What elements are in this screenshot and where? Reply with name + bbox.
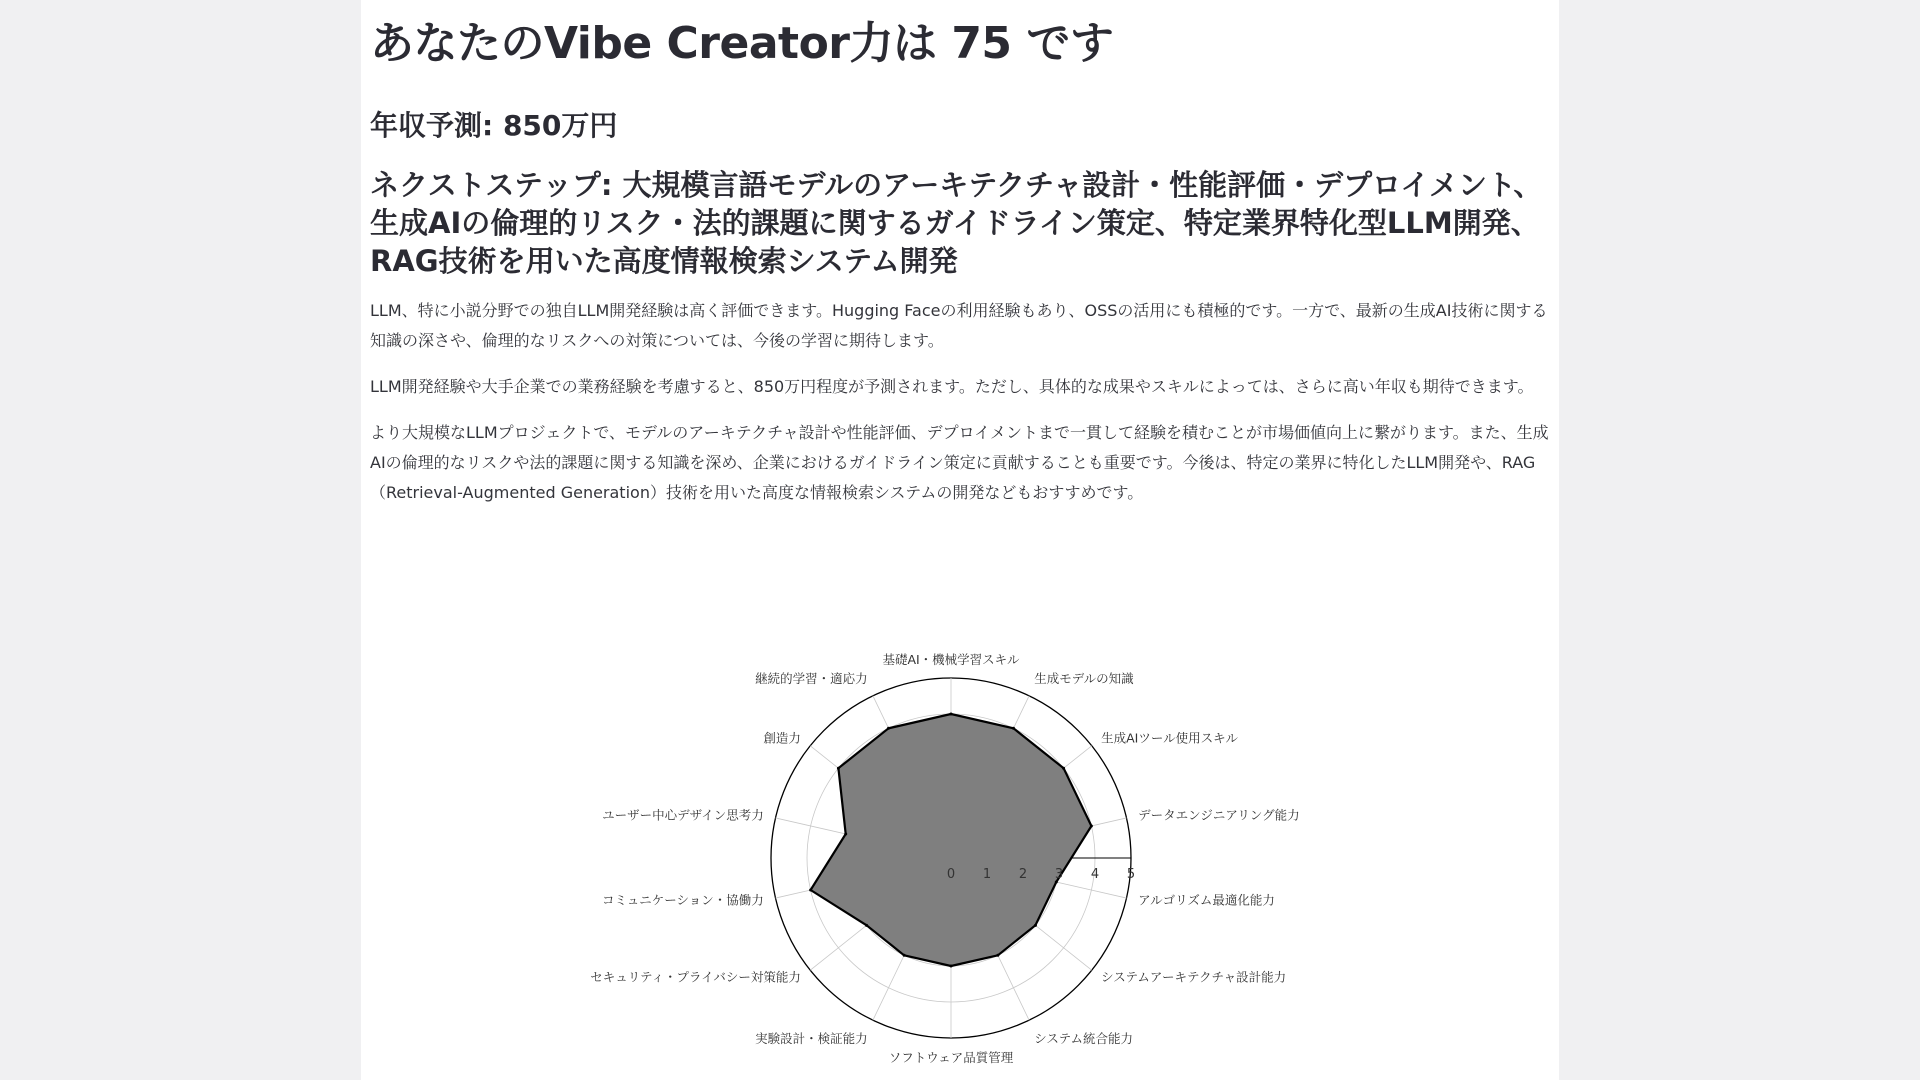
radar-chart-svg xyxy=(501,636,1401,1080)
radar-data-point xyxy=(837,767,840,770)
advice-paragraph: より大規模なLLMプロジェクトで、モデルのアーキテクチャ設計や性能評価、デプロイメントまで一貫して経験を積むことが市場価値向上に繋がります。また、生成AIの倫理的なリスクや法的課題に関する知識を深め、企業におけるガイドライン策定に貢献することも重要です。今後は、特定の業界に特化したLLM開発や、RAG（Retrieval-Augmented Generation）技術を用いた高度な情報検索システムの開発などもおすすめです。 xyxy=(370,423,1549,502)
radar-category-label: アルゴリズム最適化能力 xyxy=(1138,892,1275,908)
radar-chart xyxy=(501,636,1401,1080)
radar-category-label: 継続的学習・適応力 xyxy=(755,671,868,687)
radar-category-label: データエンジニアリング能力 xyxy=(1138,807,1300,823)
radar-tick-label: 0 xyxy=(946,867,956,882)
radar-category-label: 創造力 xyxy=(763,730,801,746)
radar-category-label: 生成モデルの知識 xyxy=(1034,671,1134,687)
radar-tick-label: 4 xyxy=(1090,867,1100,882)
score-title: あなたのVibe Creator力は 75 です xyxy=(370,18,1114,69)
radar-data-point xyxy=(1062,767,1065,770)
radar-data-point xyxy=(809,889,812,892)
radar-tick-label: 5 xyxy=(1126,867,1136,882)
next-step-heading: ネクストステップ: 大規模言語モデルのアーキテクチャ設計・性能評価・デプロイメント、生成AIの倫理的リスク・法的課題に関するガイドライン策定、特定業界特化型LLM開発、RAG技術を用いた高度情報検索システム開発 xyxy=(370,168,1543,278)
radar-category-label: システムアーキテクチャ設計能力 xyxy=(1101,969,1287,985)
radar-data-point xyxy=(903,954,906,957)
radar-category-label: ユーザー中心デザイン思考力 xyxy=(602,807,764,823)
radar-category-label: 生成AIツール使用スキル xyxy=(1101,730,1238,746)
evaluation-paragraph: LLM、特に小説分野での独自LLM開発経験は高く評価できます。Hugging Faceの利用経験もあり、OSSの活用にも積極的です。一方で、最新の生成AI技術に関する知識の深さや、倫理的なリスクへの対策については、今後の学習に期待します。 xyxy=(370,301,1548,350)
radar-data-point xyxy=(1012,727,1015,730)
salary-heading: 年収予測: 850万円 xyxy=(370,109,618,142)
radar-category-label: コミュニケーション・協働力 xyxy=(602,892,764,908)
radar-tick-label: 3 xyxy=(1054,867,1064,882)
radar-data-point xyxy=(996,954,999,957)
radar-data-point xyxy=(865,924,868,927)
main-content xyxy=(370,0,1550,508)
radar-category-label: システム統合能力 xyxy=(1034,1030,1134,1046)
main-panel xyxy=(361,0,1559,1080)
radar-category-label: ソフトウェア品質管理 xyxy=(888,1050,1014,1065)
radar-data-point xyxy=(1090,824,1093,827)
radar-category-label: 実験設計・検証能力 xyxy=(755,1030,868,1046)
radar-category-label: 基礎AI・機械学習スキル xyxy=(882,652,1020,667)
radar-data-point xyxy=(950,713,953,716)
radar-data-point xyxy=(887,727,890,730)
radar-data-point xyxy=(844,832,847,835)
radar-data-point xyxy=(950,965,953,968)
radar-tick-label: 1 xyxy=(982,867,992,882)
radar-category-label: セキュリティ・プライバシー対策能力 xyxy=(590,969,801,985)
radar-tick-label: 2 xyxy=(1018,867,1028,882)
salary-paragraph: LLM開発経験や大手企業での業務経験を考慮すると、850万円程度が予測されます。ただし、具体的な成果やスキルによっては、さらに高い年収も期待できます。 xyxy=(370,377,1534,396)
radar-data-point xyxy=(1034,924,1037,927)
radar-series-area xyxy=(811,714,1092,966)
